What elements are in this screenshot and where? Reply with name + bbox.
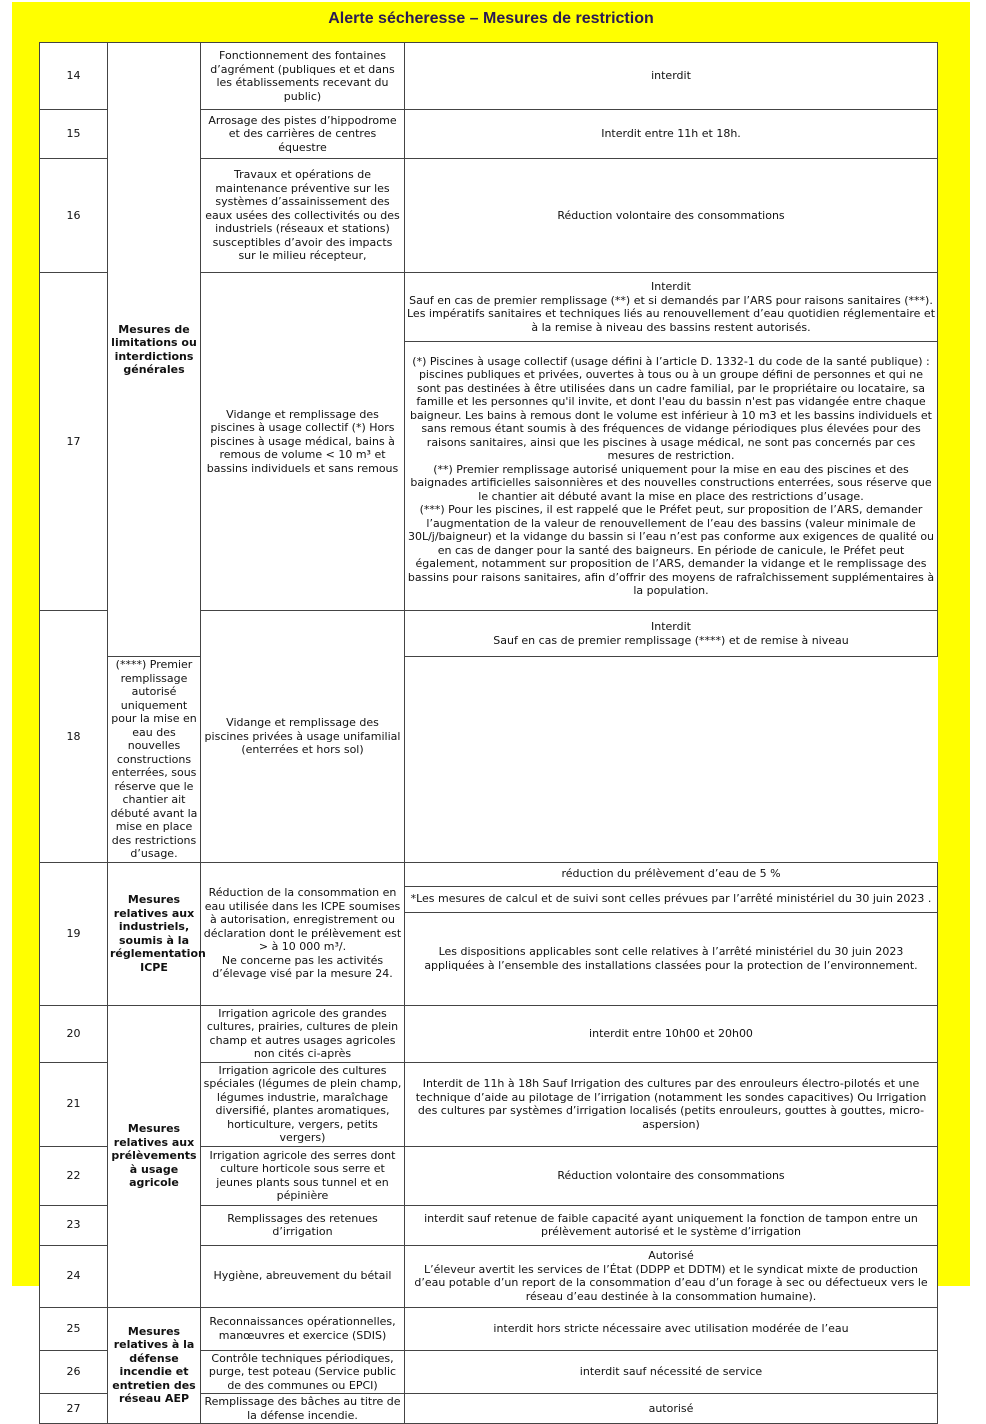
activity-cell: Remplissage des bâches au titre de la défense incendie. xyxy=(201,1394,405,1424)
measure-number: 20 xyxy=(40,1005,108,1062)
rule-cell: interdit hors stricte nécessaire avec utilisation modérée de l’eau xyxy=(405,1307,938,1350)
table-row xyxy=(40,862,938,886)
measure-number: 23 xyxy=(40,1205,108,1245)
measure-number: 26 xyxy=(40,1350,108,1394)
measure-number: 14 xyxy=(40,43,108,110)
activity-cell: Travaux et opérations de maintenance préventive sur les systèmes d’assainissement des eaux usées des collectivités ou des industriels (réseaux et stations) susceptibles d’avoir des impacts sur le milieu récepteur, xyxy=(201,159,405,273)
table-row xyxy=(40,1307,938,1350)
rule-cell: Interdit entre 11h et 18h. xyxy=(405,110,938,159)
activity-cell: Contrôle techniques périodiques, purge, test poteau (Service public de des communes ou EPCI) xyxy=(201,1350,405,1394)
rule-cell: Interdit de 11h à 18h Sauf Irrigation des cultures par des enrouleurs électro-pilotés et une technique d’aide au pilotage de l’irrigation (notamment les sondes capacitives) Ou Irrigation des cultures par systèmes d’irrigation localisés (petits enrouleurs, gouttes à gouttes, micro-aspersion) xyxy=(405,1062,938,1146)
measure-number: 22 xyxy=(40,1146,108,1205)
rule-cell: interdit xyxy=(405,43,938,110)
activity-cell: Remplissages des retenues d’irrigation xyxy=(201,1205,405,1245)
rule-cell: autorisé xyxy=(405,1394,938,1424)
activity-cell: Fonctionnement des fontaines d’agrément (publiques et et dans les établissements recevant du public) xyxy=(201,43,405,110)
category-cell: Mesures de limitations ou interdictions générales xyxy=(108,43,201,657)
activity-cell: Reconnaissances opérationnelles, manœuvres et exercice (SDIS) xyxy=(201,1307,405,1350)
rule-cell: Interdit Sauf en cas de premier remplissage (****) et de remise à niveau xyxy=(405,611,938,657)
table-row xyxy=(40,1005,938,1062)
category-cell: Mesures relatives aux industriels, soumis à la réglementation ICPE xyxy=(108,862,201,1005)
category-cell: Mesures relatives aux prélèvements à usage agricole xyxy=(108,1005,201,1307)
activity-cell: Irrigation agricole des serres dont culture horticole sous serre et jeunes plants sous tunnel et en pépinière xyxy=(201,1146,405,1205)
rule-cell: interdit sauf retenue de faible capacité ayant uniquement la fonction de tampon entre un prélèvement autorisé et le système d’irrigation xyxy=(405,1205,938,1245)
rule-cell: Interdit Sauf en cas de premier remplissage (**) et si demandés par l’ARS pour raisons sanitaires (***). Les impératifs sanitaires et techniques liés au renouvellement d’eau quotidien réglementaire et à la remise à niveau des bassins restent autorisés. xyxy=(405,273,938,342)
measure-number: 24 xyxy=(40,1245,108,1307)
rule-notes-cell: (*) Piscines à usage collectif (usage défini à l’article D. 1332-1 du code de la santé publique) : piscines publiques et privées, ouvertes à tous ou à un groupe défini de personnes et qui ne sont pas destinées à être utilisées dans un cadre familial, par le propriétaire ou locataire, sa famille et les personnes qu'il invite, et dont l'eau du bassin n'est pas vidangée entre chaque baigneur. Les bains à remous dont le volume est inférieur à 10 m3 et les bassins individuels et sans remous étant soumis à des fréquences de vidange périodiques plus élevées pour des raisons sanitaires, ainsi que les piscines à usage médical, ne sont pas concernés par ces mesures de restriction. (**) Premier remplissage autorisé uniquement pour la mise en eau des piscines et des baignades artificielles saisonnières et des nouvelles constructions enterrées, sous réserve que le chantier ait débuté avant la mise en place des restrictions d’usage. (***) Pour les piscines, il est rappelé que le Préfet peut, sur proposition de l’ARS, demander l’augmentation de la valeur de renouvellement de l’eau des bassins (valeur minimale de 30L/j/baigneur) et la vidange du bassin si l’eau n’est pas conforme aux exigences de qualité ou en cas de danger pour la santé des baigneurs. En période de canicule, le Préfet peut également, notamment sur proposition de l’ARS, demander la vidange et le remplissage des bassins pour raisons sanitaires, afin d’offrir des moyens de rafraîchissement supplémentaires à la population. xyxy=(405,342,938,611)
table-row xyxy=(40,43,938,110)
measure-number: 18 xyxy=(40,611,108,863)
activity-cell: Irrigation agricole des grandes cultures, prairies, cultures de plein champ et autres usages agricoles non cités ci-après xyxy=(201,1005,405,1062)
activity-cell: Vidange et remplissage des piscines à usage collectif (*) Hors piscines à usage médical, bains à remous de volume < 10 m³ et bassins individuels et sans remous xyxy=(201,273,405,611)
activity-cell: Réduction de la consommation en eau utilisée dans les ICPE soumises à autorisation, enregistrement ou déclaration dont le prélèvement est > à 10 000 m³/. Ne concerne pas les activités d’élevage visé par la mesure 24. xyxy=(201,862,405,1005)
restriction-table xyxy=(39,42,938,1424)
activity-cell: Vidange et remplissage des piscines privées à usage unifamilial (enterrées et hors sol) xyxy=(201,611,405,863)
category-cell: Mesures relatives à la défense incendie et entretien des réseau AEP xyxy=(108,1307,201,1424)
measure-number: 25 xyxy=(40,1307,108,1350)
table-row xyxy=(40,657,938,863)
rule-cell: interdit entre 10h00 et 20h00 xyxy=(405,1005,938,1062)
rule-cell: Réduction volontaire des consommations xyxy=(405,1146,938,1205)
measure-number: 27 xyxy=(40,1394,108,1424)
rule-cell: Réduction volontaire des consommations xyxy=(405,159,938,273)
activity-cell: Arrosage des pistes d’hippodrome et des carrières de centres équestre xyxy=(201,110,405,159)
rule-cell: Les dispositions applicables sont celle relatives à l’arrêté ministériel du 30 juin 2023 appliquées à l’ensemble des installations classées pour la protection de l’environnement. xyxy=(405,912,938,1005)
activity-cell: Hygiène, abreuvement du bétail xyxy=(201,1245,405,1307)
page-title: Alerte sécheresse – Mesures de restriction xyxy=(328,10,654,27)
measure-number: 21 xyxy=(40,1062,108,1146)
measure-number: 15 xyxy=(40,110,108,159)
rule-cell: Autorisé L’éleveur avertit les services de l’État (DDPP et DDTM) et le syndicat mixte de production d’eau potable d’un report de la consommation d’eau d’un forage à sec ou défectueux vers le réseau d’eau destinée à la consommation humaine). xyxy=(405,1245,938,1307)
rule-cell: interdit sauf nécessité de service xyxy=(405,1350,938,1394)
rule-cell: réduction du prélèvement d’eau de 5 % xyxy=(405,862,938,886)
measure-number: 16 xyxy=(40,159,108,273)
measure-number: 17 xyxy=(40,273,108,611)
activity-cell: Irrigation agricole des cultures spéciales (légumes de plein champ, légumes industrie, maraîchage diversifié, plantes aromatiques, horticulture, vergers, petits vergers) xyxy=(201,1062,405,1146)
measure-number: 19 xyxy=(40,862,108,1005)
rule-notes-cell: (****) Premier remplissage autorisé uniquement pour la mise en eau des nouvelles constructions enterrées, sous réserve que le chantier ait débuté avant la mise en place des restrictions d’usage. xyxy=(108,657,201,863)
rule-cell: *Les mesures de calcul et de suivi sont celles prévues par l’arrêté ministériel du 30 juin 2023 . xyxy=(405,886,938,912)
